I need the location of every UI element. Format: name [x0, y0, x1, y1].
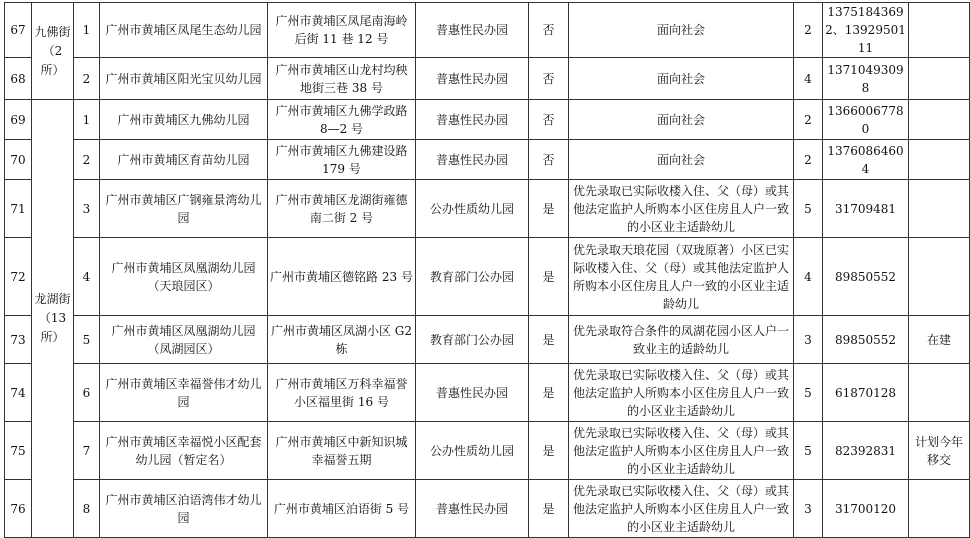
row-number: 74	[5, 364, 32, 422]
row-seq: 3	[74, 180, 100, 238]
grade-count: 5	[794, 180, 823, 238]
address: 广州市黄埔区龙湖街雍德南二街 2 号	[268, 180, 416, 238]
note	[909, 100, 970, 140]
address: 广州市黄埔区凤湖小区 G2 栋	[268, 316, 416, 364]
enrollment-scope: 优先录取符合条件的凤湖花园小区人户一致业主的适龄幼儿	[569, 316, 794, 364]
kindergarten-type: 普惠性民办园	[416, 3, 529, 58]
enrollment-scope: 面向社会	[569, 140, 794, 180]
restrict-flag: 否	[529, 3, 569, 58]
row-number: 68	[5, 58, 32, 100]
enrollment-scope: 优先录取已实际收楼入住、父（母）或其他法定监护人所购本小区住房且人户一致的小区业主适龄幼儿	[569, 180, 794, 238]
restrict-flag: 是	[529, 364, 569, 422]
row-seq: 1	[74, 100, 100, 140]
grade-count: 5	[794, 422, 823, 480]
row-number: 73	[5, 316, 32, 364]
row-number: 76	[5, 480, 32, 538]
kindergarten-type: 普惠性民办园	[416, 364, 529, 422]
table-row	[5, 316, 970, 364]
note	[909, 140, 970, 180]
note	[909, 364, 970, 422]
restrict-flag: 是	[529, 480, 569, 538]
address: 广州市黄埔区九佛学政路 8—2 号	[268, 100, 416, 140]
phone: 82392831	[823, 422, 909, 480]
grade-count: 4	[794, 238, 823, 316]
kindergarten-type: 普惠性民办园	[416, 140, 529, 180]
table-row	[5, 180, 970, 238]
kindergarten-type: 普惠性民办园	[416, 480, 529, 538]
table-row	[5, 140, 970, 180]
kindergarten-type: 普惠性民办园	[416, 58, 529, 100]
kindergarten-table	[4, 2, 970, 538]
table-row	[5, 100, 970, 140]
row-number: 67	[5, 3, 32, 58]
note	[909, 238, 970, 316]
table-row	[5, 480, 970, 538]
phone: 13751843692、1392950111	[823, 3, 909, 58]
table-row	[5, 364, 970, 422]
phone: 31700120	[823, 480, 909, 538]
enrollment-scope: 优先录取天琅花园（双珑原著）小区已实际收楼入住、父（母）或其他法定监护人所购本小区住房且人户一致的小区业主适龄幼儿	[569, 238, 794, 316]
row-number: 72	[5, 238, 32, 316]
restrict-flag: 否	[529, 140, 569, 180]
kindergarten-type: 教育部门公办园	[416, 238, 529, 316]
restrict-flag: 是	[529, 316, 569, 364]
phone: 13660067780	[823, 100, 909, 140]
row-number: 71	[5, 180, 32, 238]
row-seq: 7	[74, 422, 100, 480]
kindergarten-name: 广州市黄埔区泊语湾伟才幼儿园	[100, 480, 268, 538]
table-row	[5, 422, 970, 480]
table-row	[5, 238, 970, 316]
restrict-flag: 是	[529, 180, 569, 238]
phone: 89850552	[823, 238, 909, 316]
kindergarten-type: 普惠性民办园	[416, 100, 529, 140]
table-row	[5, 58, 970, 100]
address: 广州市黄埔区九佛建设路 179 号	[268, 140, 416, 180]
phone: 61870128	[823, 364, 909, 422]
kindergarten-type: 公办性质幼儿园	[416, 422, 529, 480]
kindergarten-name: 广州市黄埔区凤凰湖幼儿园（天琅园区）	[100, 238, 268, 316]
enrollment-scope: 面向社会	[569, 3, 794, 58]
enrollment-scope: 优先录取已实际收楼入住、父（母）或其他法定监护人所购本小区住房且人户一致的小区业主适龄幼儿	[569, 480, 794, 538]
kindergarten-type: 教育部门公办园	[416, 316, 529, 364]
enrollment-scope: 优先录取已实际收楼入住、父（母）或其他法定监护人所购本小区住房且人户一致的小区业主适龄幼儿	[569, 364, 794, 422]
row-number: 70	[5, 140, 32, 180]
grade-count: 2	[794, 3, 823, 58]
grade-count: 3	[794, 316, 823, 364]
row-seq: 2	[74, 140, 100, 180]
note	[909, 3, 970, 58]
kindergarten-name: 广州市黄埔区阳光宝贝幼儿园	[100, 58, 268, 100]
restrict-flag: 否	[529, 58, 569, 100]
address: 广州市黄埔区山龙村均秧地街三巷 38 号	[268, 58, 416, 100]
grade-count: 3	[794, 480, 823, 538]
note	[909, 480, 970, 538]
table-row	[5, 3, 970, 58]
row-seq: 6	[74, 364, 100, 422]
note	[909, 180, 970, 238]
phone: 89850552	[823, 316, 909, 364]
row-seq: 5	[74, 316, 100, 364]
row-seq: 1	[74, 3, 100, 58]
address: 广州市黄埔区泊语街 5 号	[268, 480, 416, 538]
grade-count: 2	[794, 140, 823, 180]
address: 广州市黄埔区德铭路 23 号	[268, 238, 416, 316]
phone: 13760864604	[823, 140, 909, 180]
address: 广州市黄埔区万科幸福誉小区福里街 16 号	[268, 364, 416, 422]
address: 广州市黄埔区中新知识城幸福誉五期	[268, 422, 416, 480]
note	[909, 58, 970, 100]
kindergarten-name: 广州市黄埔区凤凰湖幼儿园（凤湖园区）	[100, 316, 268, 364]
street-name: 九佛街（2所）	[32, 3, 74, 100]
row-seq: 2	[74, 58, 100, 100]
grade-count: 4	[794, 58, 823, 100]
phone: 31709481	[823, 180, 909, 238]
note: 计划今年移交	[909, 422, 970, 480]
grade-count: 5	[794, 364, 823, 422]
row-number: 69	[5, 100, 32, 140]
row-seq: 4	[74, 238, 100, 316]
phone: 13710493098	[823, 58, 909, 100]
restrict-flag: 是	[529, 422, 569, 480]
enrollment-scope: 面向社会	[569, 58, 794, 100]
kindergarten-name: 广州市黄埔区幸福誉伟才幼儿园	[100, 364, 268, 422]
street-name: 龙湖街（13所）	[32, 100, 74, 538]
kindergarten-name: 广州市黄埔区凤尾生态幼儿园	[100, 3, 268, 58]
restrict-flag: 否	[529, 100, 569, 140]
note: 在建	[909, 316, 970, 364]
grade-count: 2	[794, 100, 823, 140]
kindergarten-type: 公办性质幼儿园	[416, 180, 529, 238]
row-number: 75	[5, 422, 32, 480]
enrollment-scope: 面向社会	[569, 100, 794, 140]
address: 广州市黄埔区凤尾南海岭后街 11 巷 12 号	[268, 3, 416, 58]
kindergarten-name: 广州市黄埔区育苗幼儿园	[100, 140, 268, 180]
kindergarten-name: 广州市黄埔区九佛幼儿园	[100, 100, 268, 140]
row-seq: 8	[74, 480, 100, 538]
kindergarten-name: 广州市黄埔区幸福悦小区配套幼儿园（暂定名）	[100, 422, 268, 480]
enrollment-scope: 优先录取已实际收楼入住、父（母）或其他法定监护人所购本小区住房且人户一致的小区业主适龄幼儿	[569, 422, 794, 480]
restrict-flag: 是	[529, 238, 569, 316]
kindergarten-name: 广州市黄埔区广钢雍景湾幼儿园	[100, 180, 268, 238]
